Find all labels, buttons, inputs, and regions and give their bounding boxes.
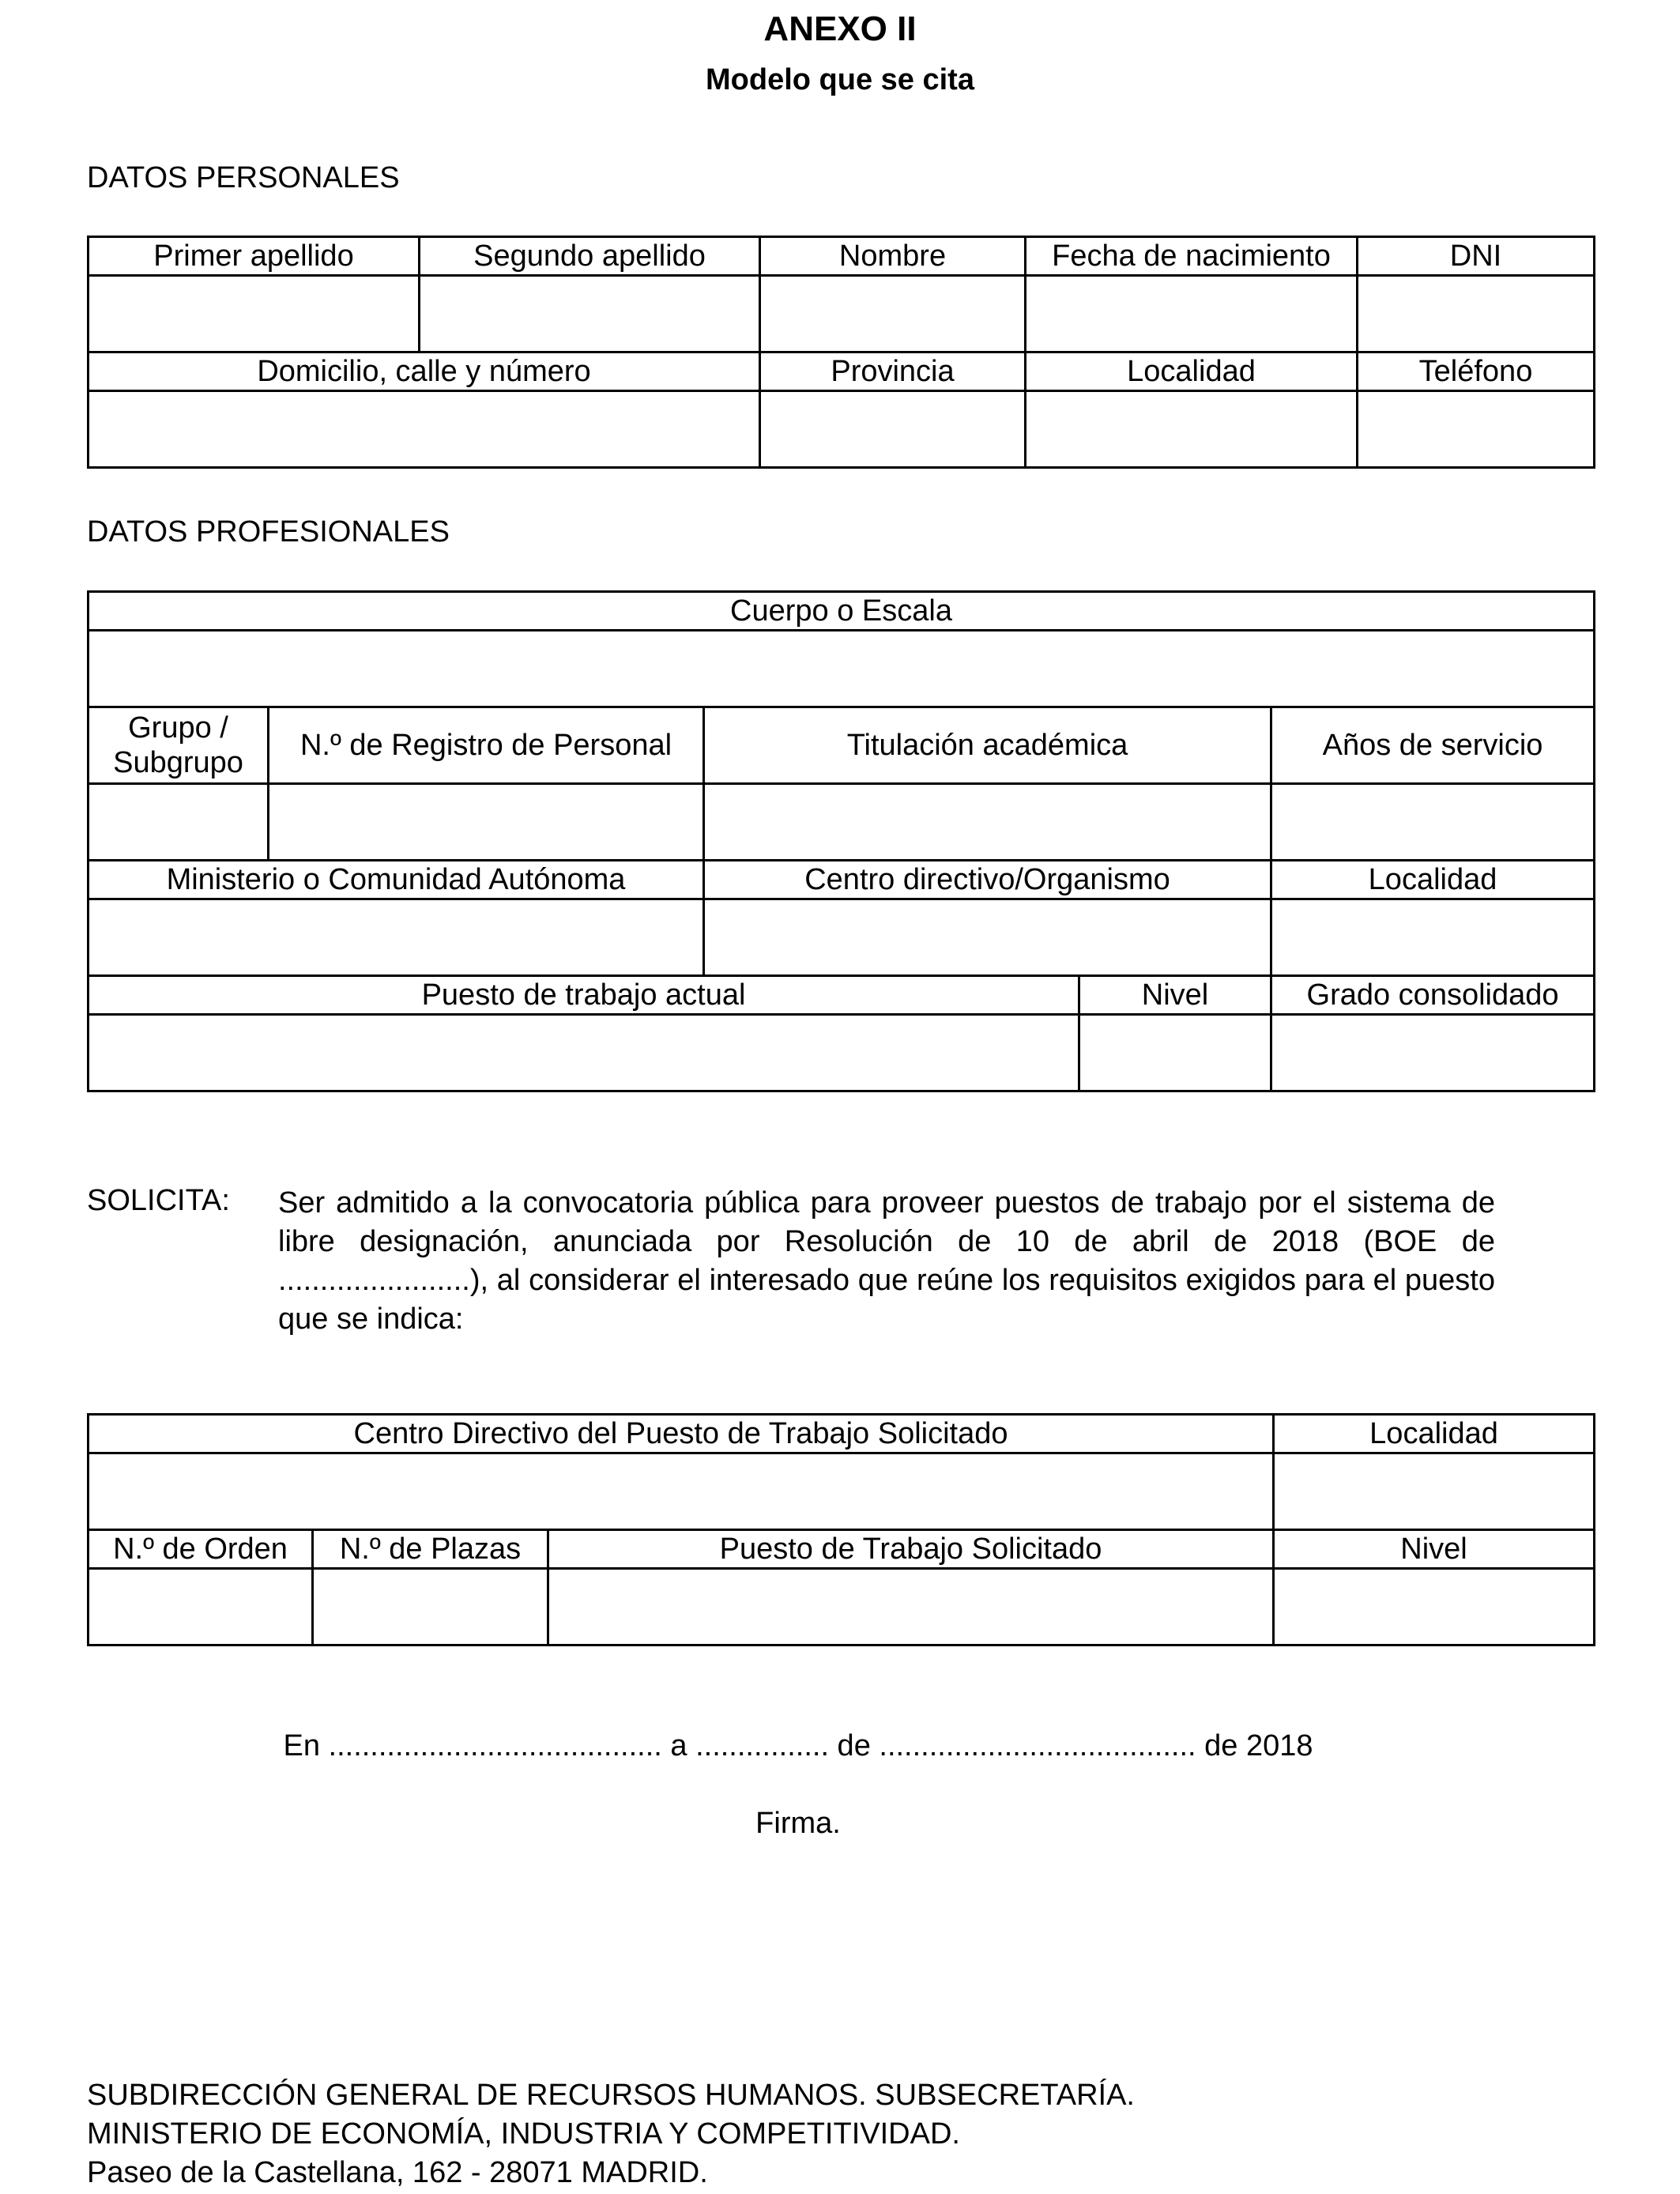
header-provincia: Provincia [760,352,1026,391]
header-grado-consolidado: Grado consolidado [1271,976,1595,1015]
field-localidad-prof[interactable] [1271,899,1595,976]
header-dni: DNI [1358,237,1595,276]
field-nivel[interactable] [1079,1015,1271,1091]
field-grupo-subgrupo[interactable] [89,784,269,861]
field-localidad-solicitada[interactable] [1274,1453,1595,1530]
field-ministerio[interactable] [89,899,704,976]
solicita-label: SOLICITA: [87,1184,230,1217]
header-grupo-subgrupo: Grupo / Subgrupo [89,707,269,784]
field-fecha-nacimiento[interactable] [1026,276,1358,352]
field-nombre[interactable] [760,276,1026,352]
field-numero-orden[interactable] [89,1569,313,1646]
field-telefono[interactable] [1358,391,1595,468]
field-segundo-apellido[interactable] [420,276,760,352]
page-title: ANEXO II [763,9,917,48]
header-numero-orden: N.º de Orden [89,1530,313,1569]
header-centro-directivo: Centro directivo/Organismo [704,861,1271,899]
section-personal-label: DATOS PERSONALES [87,161,400,194]
page-subtitle: Modelo que se cita [706,63,974,96]
header-nivel: Nivel [1079,976,1271,1015]
field-registro-personal[interactable] [269,784,704,861]
footer-line-3: Paseo de la Castellana, 162 - 28071 MADRID. [87,2156,708,2189]
section-professional-label: DATOS PROFESIONALES [87,515,450,548]
header-cuerpo-escala: Cuerpo o Escala [89,592,1595,631]
header-domicilio: Domicilio, calle y número [89,352,760,391]
header-nombre: Nombre [760,237,1026,276]
header-titulacion: Titulación académica [704,707,1271,784]
footer-line-2: MINISTERIO DE ECONOMÍA, INDUSTRIA Y COMPETITIVIDAD. [87,2117,960,2151]
header-centro-directivo-solicitado: Centro Directivo del Puesto de Trabajo Solicitado [89,1415,1274,1453]
header-puesto-actual: Puesto de trabajo actual [89,976,1079,1015]
field-anos-servicio[interactable] [1271,784,1595,861]
field-nivel-solicitado[interactable] [1274,1569,1595,1646]
field-titulacion[interactable] [704,784,1271,861]
field-domicilio[interactable] [89,391,760,468]
header-localidad-solicitada: Localidad [1274,1415,1595,1453]
header-segundo-apellido: Segundo apellido [420,237,760,276]
footer-line-1: SUBDIRECCIÓN GENERAL DE RECURSOS HUMANOS. SUBSECRETARÍA. [87,2079,1135,2112]
header-nivel-solicitado: Nivel [1274,1530,1595,1569]
firma-label: Firma. [755,1807,841,1840]
field-provincia[interactable] [760,391,1026,468]
field-localidad[interactable] [1026,391,1358,468]
field-primer-apellido[interactable] [89,276,420,352]
solicita-text: Ser admitido a la convocatoria pública para proveer puestos de trabajo por el sistema de libre designación, anunciada por Resolución de 10 de abril de 2018 (BOE de .......................), al considerar el interesado que reúne los requisitos exigidos para el puesto que se indica: [278,1186,1495,1336]
field-grado-consolidado[interactable] [1271,1015,1595,1091]
header-primer-apellido: Primer apellido [89,237,420,276]
header-localidad-prof: Localidad [1271,861,1595,899]
request-table [87,1413,1595,1646]
header-ministerio: Ministerio o Comunidad Autónoma [89,861,704,899]
personal-data-table [87,236,1595,469]
header-telefono: Teléfono [1358,352,1595,391]
field-centro-directivo[interactable] [704,899,1271,976]
field-puesto-actual[interactable] [89,1015,1079,1091]
header-fecha-nacimiento: Fecha de nacimiento [1026,237,1358,276]
header-numero-plazas: N.º de Plazas [313,1530,548,1569]
field-cuerpo-escala[interactable] [89,631,1595,707]
header-anos-servicio: Años de servicio [1271,707,1595,784]
professional-data-table [87,590,1595,1092]
field-dni[interactable] [1358,276,1595,352]
field-numero-plazas[interactable] [313,1569,548,1646]
field-centro-directivo-solicitado[interactable] [89,1453,1274,1530]
header-registro-personal: N.º de Registro de Personal [269,707,704,784]
date-line: En ........................................ a ................ de ...................................... de 2018 [283,1729,1313,1762]
header-puesto-solicitado: Puesto de Trabajo Solicitado [548,1530,1274,1569]
header-localidad: Localidad [1026,352,1358,391]
field-puesto-solicitado[interactable] [548,1569,1274,1646]
